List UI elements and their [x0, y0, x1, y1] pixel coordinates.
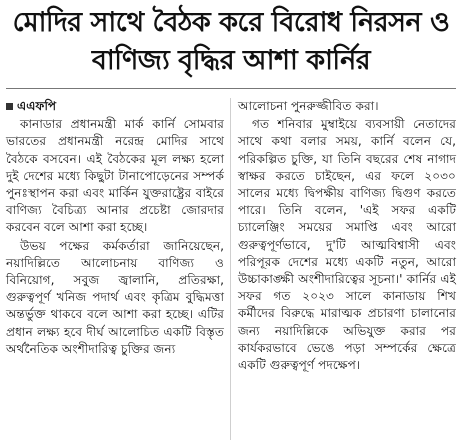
paragraph-2: উভয় পক্ষের কর্মকর্তারা জানিয়েছেন, নয়াদিল্লিতে আলোচনায় বাণিজ্য ও বিনিয়োগ, সবুজ জ্বালানি, প্রতিরক্ষা, গুরুত্বপূর্ণ খনিজ পদার্থ এবং কৃত্রিম বুদ্ধিমত্তা অন্তর্ভুক্ত থাকবে বলে আশা করা হচ্ছে। এটির প্রধান লক্ষ্য হবে দীর্ঘ আলোচিত একটি বিস্তৃত অর্থনৈতিক অংশীদারিত্ব চুক্তির জন্য — [6, 238, 224, 356]
paragraph-1: কানাডার প্রধানমন্ত্রী মার্ক কার্নি সোমবার ভারতের প্রধানমন্ত্রী নরেন্দ্র মোদির সাথে বৈঠকে বসবেন। এই বৈঠকের মূল লক্ষ্য হলো দুই দেশের মধ্যে কিছুটা টানাপোড়েনের সম্পর্ক পুনঃস্থাপন করা এবং মার্কিন যুক্তরাষ্ট্রের বাইরে বাণিজ্য বৈচিত্র্য আনার প্রচেষ্টা জোরদার করবেন বলে আশা করা হচ্ছে। — [6, 117, 224, 235]
bullet-square-icon — [6, 103, 13, 110]
article-column-left — [6, 98, 224, 359]
headline-rule — [6, 88, 456, 89]
byline — [6, 98, 224, 115]
byline-source: এএফপি — [17, 99, 57, 113]
article-column-right — [238, 98, 456, 375]
paragraph-3: গত শনিবার মুম্বাইয়ে ব্যবসায়ী নেতাদের সাথে কথা বলার সময়, কার্নি বলেন যে, পরিকল্পিত চুক্তি, যা তিনি বছরের শেষ নাগাদ স্বাক্ষর করতে চাইছেন, এর ফলে ২০৩০ সালের মধ্যে দ্বিপক্ষীয় বাণিজ্য দ্বিগুণ করতে পারে। তিনি বলেন, 'এই সফর একটি চ্যালেঞ্জিং সময়ের সমাপ্তি এবং আরো গুরুত্বপূর্ণভাবে, দু'টি আত্মবিশ্বাসী এবং পরিপূরক দেশের মধ্যে একটি নতুন, আরো উচ্চাকাঙ্ক্ষী অংশীদারিত্বের সূচনা।' কার্নির এই সফর গত ২০২৩ সালে কানাডায় শিখ কর্মীদের বিরুদ্ধে মারাত্মক প্রচারণা চালানোর জন্য নয়াদিল্লিকে অভিযুক্ত করার পর কার্যকরভাবে ভেঙে পড়া সম্পর্কের ক্ষেত্রে একটি গুরুত্বপূর্ণ পদক্ষেপ। — [238, 117, 456, 373]
paragraph-2-continued: আলোচনা পুনরুজ্জীবিত করা। — [238, 99, 379, 113]
headline: মোদির সাথে বৈঠক করে বিরোধ নিরসন ও বাণিজ্য বৃদ্ধির আশা কার্নির — [12, 7, 450, 76]
column-divider — [230, 98, 231, 440]
